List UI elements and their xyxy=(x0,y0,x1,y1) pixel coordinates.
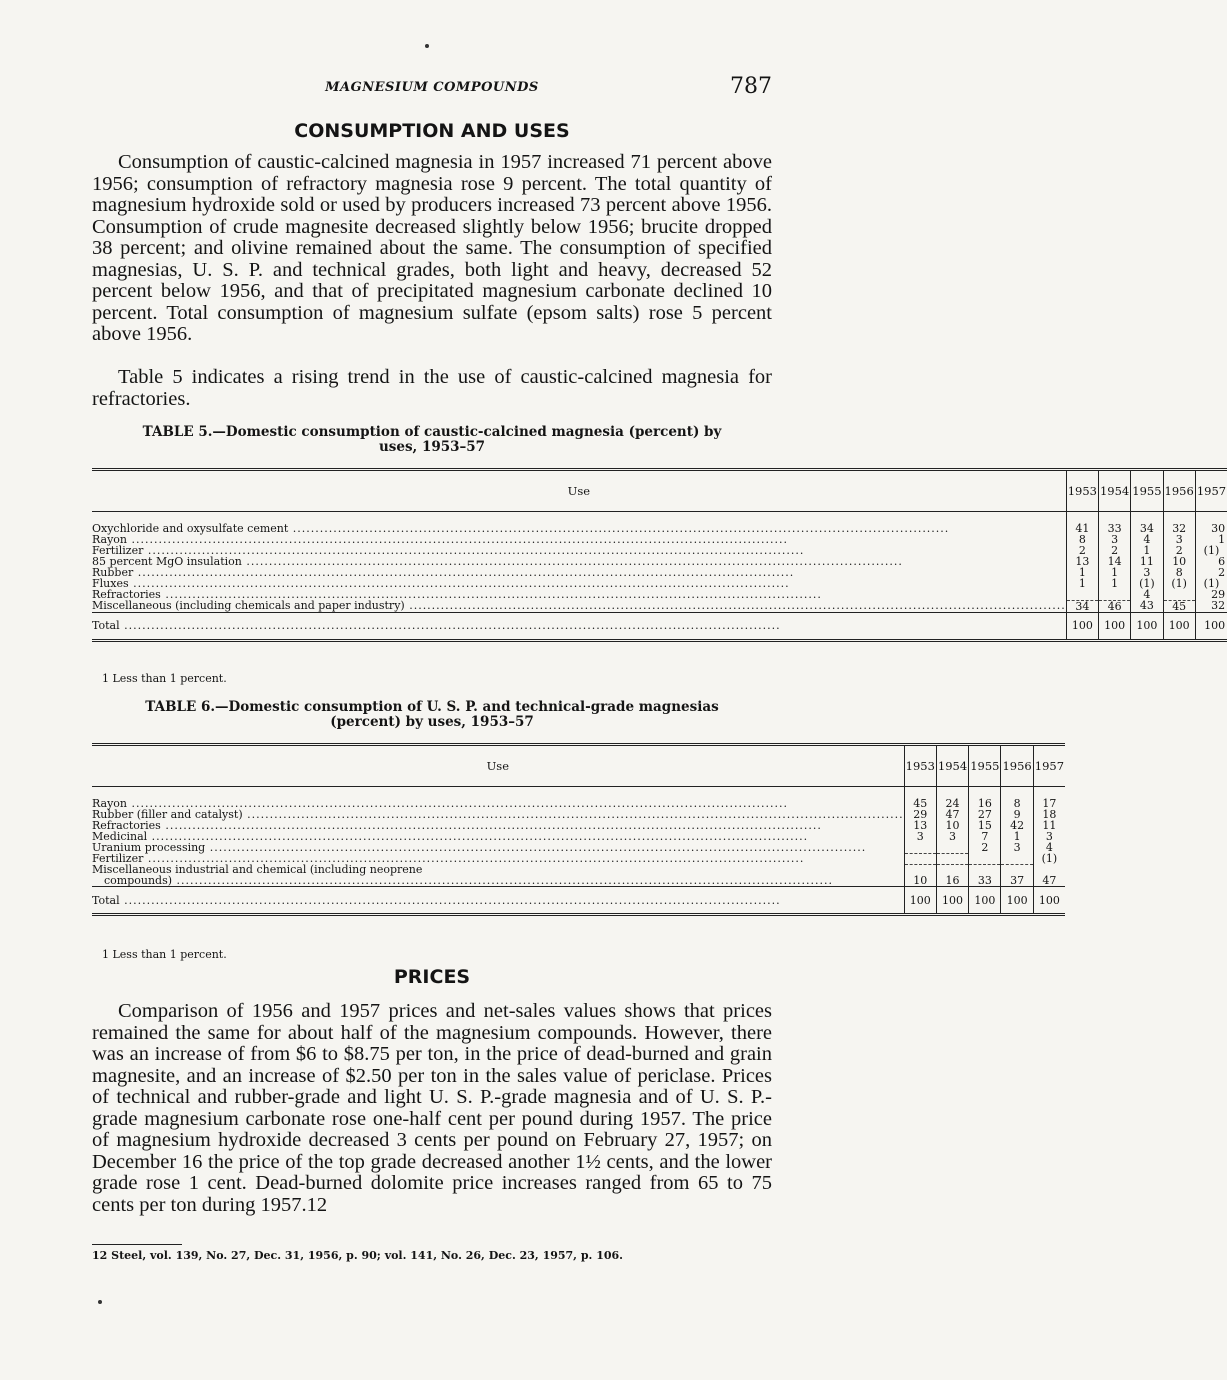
row-label: Fluxes ..... xyxy=(92,577,790,590)
table-cell: 1 xyxy=(1195,534,1227,545)
table-cell: 42 xyxy=(1001,820,1033,831)
running-title: MAGNESIUM COMPOUNDS xyxy=(325,80,539,95)
table-cell: (1) xyxy=(1195,545,1227,556)
table-cell: 4 xyxy=(1131,589,1163,600)
table5-header-year: 1957 xyxy=(1195,470,1227,512)
table-cell: 13 xyxy=(1066,556,1098,567)
table-cell xyxy=(1066,589,1098,600)
table-cell: 2 xyxy=(969,842,1001,853)
row-label: Miscellaneous (including chemicals and paper industry) ..... xyxy=(92,599,1066,612)
table-cell: (1) xyxy=(1195,578,1227,589)
table-cell: 47 xyxy=(1033,864,1065,887)
table-cell: 46 xyxy=(1098,600,1130,612)
table-cell: 100 xyxy=(1131,612,1163,640)
table-cell: 3 xyxy=(1033,831,1065,842)
running-head xyxy=(92,74,772,102)
table-cell: 3 xyxy=(1163,534,1195,545)
table-cell xyxy=(1098,589,1130,600)
table5-caption xyxy=(92,425,772,455)
table6-header-year: 1953 xyxy=(904,745,936,787)
table-cell: 3 xyxy=(1098,534,1130,545)
table6-header-year: 1954 xyxy=(936,745,968,787)
page-number: 787 xyxy=(730,74,772,99)
total-label: Total ..... xyxy=(92,894,781,907)
table6-header-year: 1955 xyxy=(969,745,1001,787)
table-cell: 41 xyxy=(1066,523,1098,534)
footnote-rule xyxy=(92,1244,182,1245)
table-cell: 100 xyxy=(969,887,1001,915)
row-label: Rayon ..... xyxy=(92,533,788,546)
row-label: Medicinal ..... xyxy=(92,830,808,843)
table-cell: 11 xyxy=(1033,820,1065,831)
table-cell: 1 xyxy=(1098,578,1130,589)
table-row xyxy=(92,864,1065,887)
row-label: Rubber (filler and catalyst) ..... xyxy=(92,808,904,821)
table-cell: 27 xyxy=(969,809,1001,820)
table6-caption xyxy=(92,700,772,730)
table-cell: 33 xyxy=(969,864,1001,887)
table5-caption-line1: TABLE 5.—Domestic consumption of caustic-calcined magnesia (percent) by xyxy=(142,424,722,440)
table-cell: 1 xyxy=(1001,831,1033,842)
table-cell: 100 xyxy=(1066,612,1098,640)
table5-header-year: 1953 xyxy=(1066,470,1098,512)
table-cell: (1) xyxy=(1131,578,1163,589)
consumption-paragraph-1: Consumption of caustic-calcined magnesia in 1957 increased 71 percent above 1956; consumption of refractory magnesia rose 9 percent. The total quantity of magnesium hydroxide sold or used by producers increased 73 percent above 1956. Consumption of crude magnesite decreased slightly below 1956; brucite dropped 38 percent; and olivine remained about the same. The consumption of specified magnesias, U. S. P. and technical grades, both light and heavy, decreased 52 percent below 1956, and that of precipitated magnesium carbonate declined 10 percent. Total consumption of magnesium sulfate (epsom salts) rose 5 percent above 1956. xyxy=(92,151,772,345)
table5 xyxy=(92,468,1227,642)
table-cell: 3 xyxy=(1131,567,1163,578)
table6-caption-line1: TABLE 6.—Domestic consumption of U. S. P. and technical-grade magnesias xyxy=(145,699,719,715)
table-cell: 43 xyxy=(1131,600,1163,612)
table5-caption-line2: uses, 1953–57 xyxy=(378,439,486,455)
table-cell: 32 xyxy=(1163,523,1195,534)
table-cell: 2 xyxy=(1163,545,1195,556)
prices-paragraph: Comparison of 1956 and 1957 prices and net-sales values shows that prices remained the same for about half of the magnesium compounds. However, there was an increase of from $6 to $8.75 per ton, in the price of dead-burned and grain magnesite, and an increase of $2.50 per ton in the sales value of periclase. Prices of technical and rubber-grade and light U. S. P.-grade magnesia and of U. S. P.-grade magnesium carbonate rose one-half cent per pound during 1957. The price of magnesium hydroxide decreased 3 cents per pound on February 27, 1957; on December 16 the price of the top grade decreased another 1½ cents, and the lower grade rose 1 cent. Dead-burned dolomite price increases ranged from 65 to 75 cents per ton during 1957.12 xyxy=(92,1000,772,1216)
section-heading-consumption: CONSUMPTION AND USES xyxy=(294,120,570,142)
table-cell: 14 xyxy=(1098,556,1130,567)
table-cell xyxy=(1163,589,1195,600)
table-cell: 1 xyxy=(1066,567,1098,578)
table6-header-year: 1956 xyxy=(1001,745,1033,787)
table-cell: 29 xyxy=(1195,589,1227,600)
table5-header-year: 1955 xyxy=(1131,470,1163,512)
row-label: Fertilizer ..... xyxy=(92,852,804,865)
table-cell: 2 xyxy=(1066,545,1098,556)
table-cell xyxy=(936,842,968,853)
table5-header-use: Use xyxy=(92,470,1066,512)
table-cell: 8 xyxy=(1066,534,1098,545)
table-cell: 100 xyxy=(1033,887,1065,915)
print-speck xyxy=(425,44,429,48)
row-label: Oxychloride and oxysulfate cement ..... xyxy=(92,522,949,535)
table-cell: 34 xyxy=(1131,523,1163,534)
table-cell xyxy=(936,853,968,864)
table5-header-year: 1954 xyxy=(1098,470,1130,512)
table-cell: 4 xyxy=(1131,534,1163,545)
prices-footnote: 12 Steel, vol. 139, No. 27, Dec. 31, 1956, p. 90; vol. 141, No. 26, Dec. 23, 1957, p. 106. xyxy=(92,1249,623,1262)
table-cell: (1) xyxy=(1033,853,1065,864)
table-cell xyxy=(904,853,936,864)
table-cell: 18 xyxy=(1033,809,1065,820)
table-cell: 2 xyxy=(1098,545,1130,556)
table-cell xyxy=(969,853,1001,864)
table-cell: 100 xyxy=(1163,612,1195,640)
table-cell: 16 xyxy=(936,864,968,887)
table-cell xyxy=(1001,853,1033,864)
table-cell: 3 xyxy=(1001,842,1033,853)
table-cell: 100 xyxy=(936,887,968,915)
table-cell: 3 xyxy=(936,831,968,842)
table6-header-use: Use xyxy=(92,745,904,787)
table-cell: 30 xyxy=(1195,523,1227,534)
table-cell xyxy=(904,842,936,853)
row-label: Rubber ..... xyxy=(92,566,794,579)
table-cell: 34 xyxy=(1066,600,1098,612)
table-cell: 100 xyxy=(1001,887,1033,915)
table-cell: 8 xyxy=(1001,798,1033,809)
table-cell: 45 xyxy=(1163,600,1195,612)
total-label: Total ..... xyxy=(92,619,781,632)
table-cell: 15 xyxy=(969,820,1001,831)
table-total-row xyxy=(92,887,1065,915)
table-cell: 32 xyxy=(1195,600,1227,612)
table-cell: 1 xyxy=(1131,545,1163,556)
table-cell: (1) xyxy=(1163,578,1195,589)
table-cell: 37 xyxy=(1001,864,1033,887)
table-cell: 100 xyxy=(1195,612,1227,640)
table6 xyxy=(92,743,1065,916)
print-speck xyxy=(98,1300,102,1304)
row-label: Refractories ..... xyxy=(92,819,822,832)
table6-caption-line2: (percent) by uses, 1953–57 xyxy=(330,714,534,730)
section-heading-prices: PRICES xyxy=(393,966,471,988)
consumption-paragraph-2: Table 5 indicates a rising trend in the use of caustic-calcined magnesia for refractories. xyxy=(92,366,772,410)
table-cell: 24 xyxy=(936,798,968,809)
table-cell: 16 xyxy=(969,798,1001,809)
table6-header-year: 1957 xyxy=(1033,745,1065,787)
table-cell: 100 xyxy=(1098,612,1130,640)
row-label: Rayon ..... xyxy=(92,797,788,810)
table-row xyxy=(92,600,1227,612)
table6-footnote: 1 Less than 1 percent. xyxy=(102,948,227,961)
table5-header-year: 1956 xyxy=(1163,470,1195,512)
table-cell: 11 xyxy=(1131,556,1163,567)
table-cell: 17 xyxy=(1033,798,1065,809)
table-cell: 3 xyxy=(904,831,936,842)
table-cell: 8 xyxy=(1163,567,1195,578)
table-cell: 7 xyxy=(969,831,1001,842)
table-cell: 47 xyxy=(936,809,968,820)
table-cell: 100 xyxy=(904,887,936,915)
row-label-continued: compounds) ..... xyxy=(104,874,833,887)
table-cell: 1 xyxy=(1066,578,1098,589)
table-cell: 6 xyxy=(1195,556,1227,567)
table5-footnote: 1 Less than 1 percent. xyxy=(102,672,227,685)
table-cell: 45 xyxy=(904,798,936,809)
table-cell: 2 xyxy=(1195,567,1227,578)
table-cell: 4 xyxy=(1033,842,1065,853)
table-cell: 10 xyxy=(936,820,968,831)
table-cell: 1 xyxy=(1098,567,1130,578)
row-label: Uranium processing ..... xyxy=(92,841,866,854)
table-cell: 13 xyxy=(904,820,936,831)
row-label: Miscellaneous industrial and chemical (including neoprene xyxy=(92,863,423,876)
table-cell: 9 xyxy=(1001,809,1033,820)
table-cell: 29 xyxy=(904,809,936,820)
table-cell: 10 xyxy=(904,864,936,887)
row-label: Refractories ..... xyxy=(92,588,822,601)
table-cell: 10 xyxy=(1163,556,1195,567)
row-label: 85 percent MgO insulation ..... xyxy=(92,555,903,568)
table-total-row xyxy=(92,612,1227,640)
table-cell: 33 xyxy=(1098,523,1130,534)
row-label: Fertilizer ..... xyxy=(92,544,804,557)
